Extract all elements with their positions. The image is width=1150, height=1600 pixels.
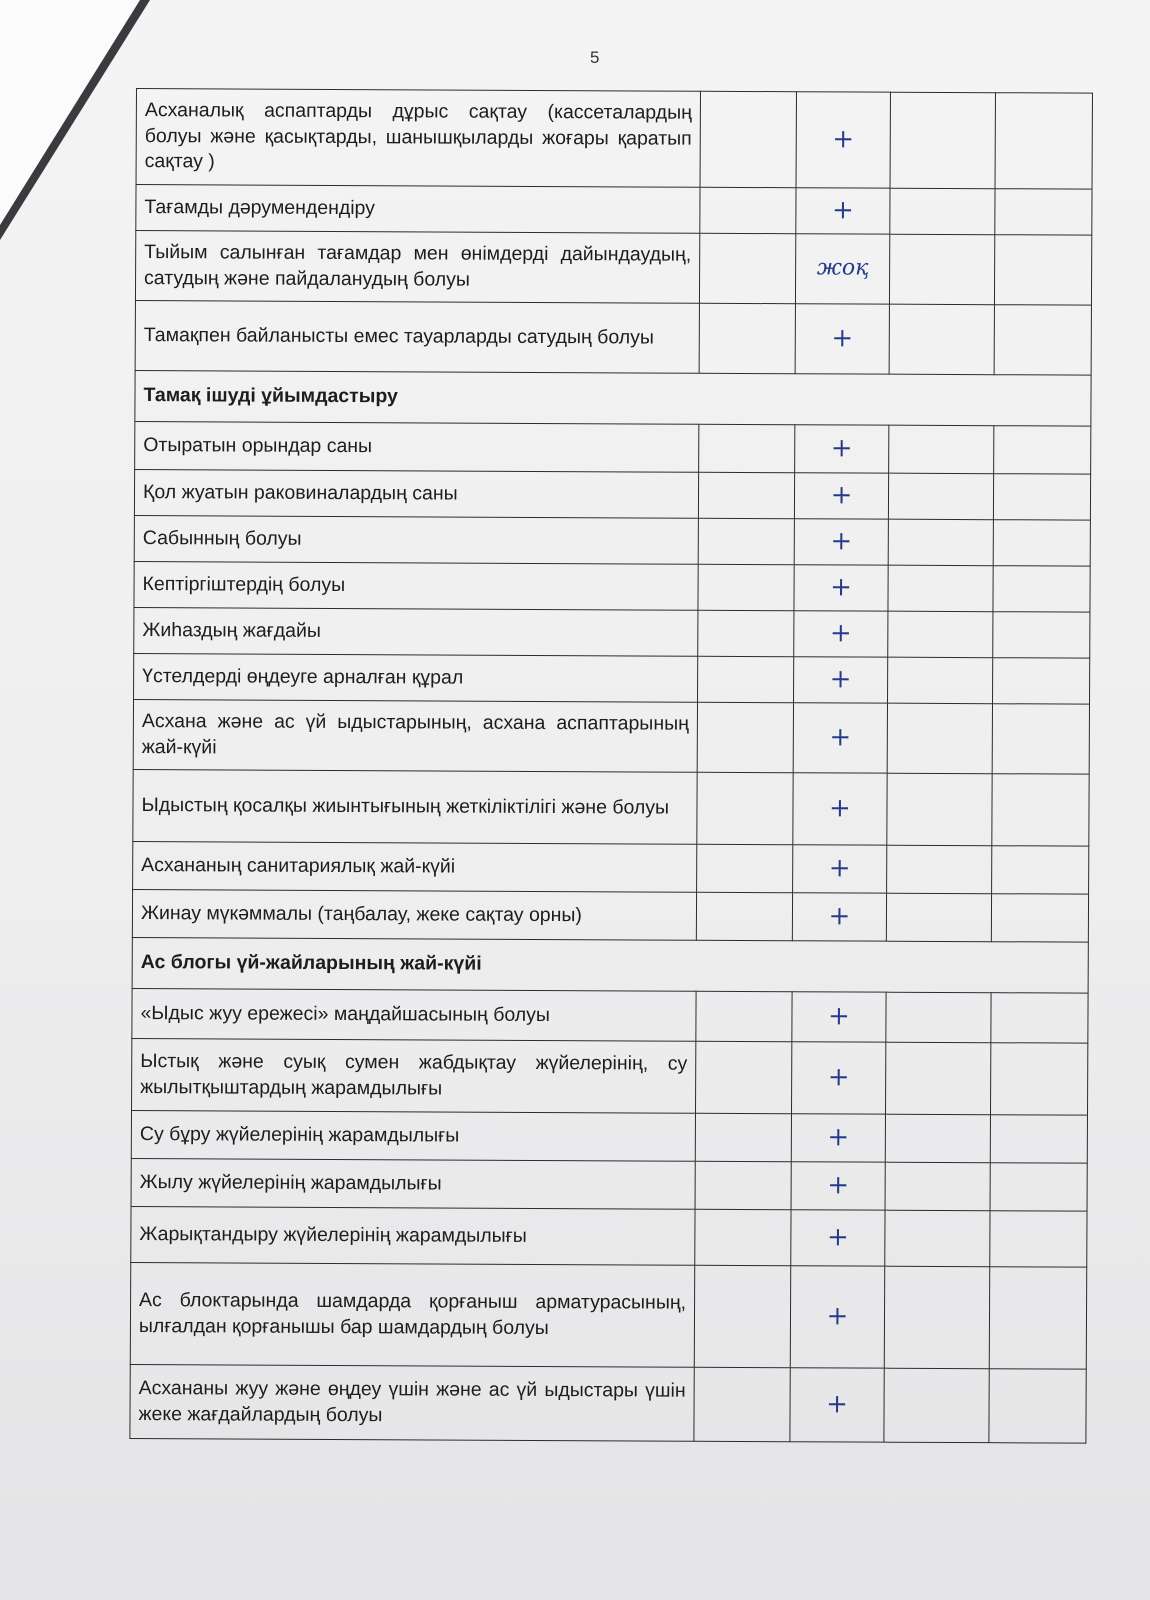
handwritten-mark: + — [794, 565, 888, 611]
checklist-row — [134, 561, 1090, 612]
empty-cell — [884, 1266, 989, 1369]
empty-cell — [992, 704, 1089, 774]
empty-cell — [993, 474, 1090, 520]
folded-previous-page — [0, 0, 140, 225]
empty-cell — [991, 894, 1088, 942]
criterion-text: Жинау мүкәммалы (таңбалау, жеке сақтау орны) — [132, 889, 696, 940]
handwritten-mark: + — [791, 1114, 885, 1162]
checklist-row — [136, 185, 1092, 236]
empty-cell — [694, 1367, 790, 1441]
handwritten-mark: + — [791, 1210, 885, 1266]
empty-cell — [990, 1211, 1087, 1267]
empty-cell — [887, 845, 992, 894]
criterion-text: Тамақпен байланысты емес тауарларды сатудың болуы — [135, 300, 699, 373]
checklist-row — [132, 1038, 1088, 1115]
empty-cell — [995, 93, 1092, 189]
empty-cell — [989, 1369, 1086, 1443]
empty-cell — [694, 1265, 790, 1367]
empty-cell — [993, 612, 1090, 658]
checklist-row — [134, 515, 1090, 566]
criterion-text: Су бұру жүйелерінің жарамдылығы — [131, 1110, 695, 1161]
criterion-text: Асхананы жуу және өңдеу үшін және ас үй ыдыстары үшін жеке жағдайлардың болуы — [130, 1364, 694, 1441]
handwritten-mark: жоқ — [795, 234, 889, 304]
handwritten-mark: + — [794, 473, 888, 519]
checklist-row — [134, 469, 1090, 520]
empty-cell — [888, 519, 993, 566]
empty-cell — [888, 657, 993, 704]
empty-cell — [885, 1210, 990, 1267]
empty-cell — [989, 1267, 1086, 1369]
handwritten-mark: + — [793, 845, 887, 893]
criterion-text: Сабынның болуы — [134, 515, 698, 564]
handwritten-mark: + — [795, 304, 889, 374]
criterion-text: Асхана және ас үй ыдыстарының, асхана аспаптарының жай-күйі — [133, 699, 697, 772]
empty-cell — [994, 426, 1091, 474]
empty-cell — [995, 189, 1092, 235]
handwritten-mark: + — [794, 519, 888, 565]
handwritten-mark: + — [791, 1162, 885, 1210]
empty-cell — [890, 188, 995, 235]
handwritten-mark: + — [796, 188, 890, 234]
empty-cell — [991, 993, 1088, 1043]
empty-cell — [698, 656, 794, 702]
criterion-text: Кептіргіштердің болуы — [134, 561, 698, 610]
criterion-text: Асхананың санитариялық жай-күйі — [133, 841, 697, 892]
empty-cell — [890, 92, 995, 189]
empty-cell — [885, 1114, 990, 1163]
empty-cell — [889, 304, 994, 375]
empty-cell — [990, 1115, 1087, 1163]
empty-cell — [889, 425, 994, 474]
empty-cell — [696, 892, 792, 940]
criterion-text: Асханалық аспаптарды дұрыс сақтау (кассеталардың болуы және қасықтарды, шанышқыларды жоғары қаратып сақтау ) — [136, 89, 700, 188]
criterion-text: Тағамды дәрумендендіру — [136, 185, 700, 234]
criterion-text: Жарықтандыру жүйелерінің жарамдылығы — [131, 1206, 695, 1265]
handwritten-mark: + — [794, 611, 888, 657]
empty-cell — [695, 1161, 791, 1209]
criterion-text: «Ыдыс жуу ережесі» маңдайшасының болуы — [132, 988, 696, 1041]
handwritten-mark: + — [792, 992, 886, 1042]
criterion-text: Ыстық және суық сумен жабдықтау жүйелерінің, су жылытқыштардың жарамдылығы — [132, 1038, 696, 1113]
empty-cell — [993, 658, 1090, 704]
empty-cell — [992, 774, 1089, 846]
empty-cell — [699, 303, 795, 373]
checklist-row — [132, 988, 1088, 1043]
checklist-row — [135, 300, 1091, 375]
empty-cell — [698, 564, 794, 610]
empty-cell — [695, 1113, 791, 1161]
criterion-text: Ас блоктарында шамдарда қорғаныш арматурасының, ылғалдан қорғанышы бар шамдардың болуы — [130, 1262, 694, 1367]
empty-cell — [993, 566, 1090, 612]
checklist-table — [129, 88, 1093, 1444]
section-heading: Ас блогы үй-жайларының жай-күйі — [132, 937, 1088, 993]
empty-cell — [886, 992, 991, 1043]
empty-cell — [889, 234, 994, 305]
empty-cell — [695, 1209, 791, 1265]
empty-cell — [884, 1368, 989, 1443]
checklist-table-wrapper — [129, 88, 1092, 1444]
checklist-row — [135, 421, 1091, 474]
checklist-row — [133, 841, 1089, 894]
empty-cell — [697, 772, 793, 844]
criterion-text: Жылу жүйелерінің жарамдылығы — [131, 1158, 695, 1209]
empty-cell — [887, 773, 992, 846]
empty-cell — [888, 565, 993, 612]
empty-cell — [699, 424, 795, 472]
checklist-rows — [130, 89, 1093, 1444]
empty-cell — [697, 844, 793, 892]
empty-cell — [697, 702, 793, 772]
empty-cell — [990, 1163, 1087, 1211]
checklist-row — [131, 1206, 1087, 1267]
checklist-row — [130, 1364, 1086, 1443]
section-row — [132, 937, 1088, 993]
criterion-text: Қол жуатын раковиналардың саны — [134, 469, 698, 518]
empty-cell — [698, 518, 794, 564]
empty-cell — [699, 233, 795, 303]
checklist-row — [133, 699, 1089, 774]
handwritten-mark: + — [793, 773, 887, 845]
empty-cell — [887, 703, 992, 774]
handwritten-mark: + — [795, 425, 889, 473]
checklist-row — [134, 607, 1090, 658]
checklist-row — [134, 653, 1090, 704]
empty-cell — [698, 472, 794, 518]
handwritten-mark: + — [794, 657, 888, 703]
empty-cell — [885, 1162, 990, 1211]
page-number: 5 — [590, 48, 600, 67]
empty-cell — [994, 305, 1091, 375]
empty-cell — [885, 1042, 990, 1115]
criterion-text: Үстелдерді өңдеуге арналған құрал — [134, 653, 698, 702]
handwritten-mark: + — [793, 703, 887, 773]
checklist-row — [135, 231, 1091, 306]
empty-cell — [698, 610, 794, 656]
criterion-text: Жиһаздың жағдайы — [134, 607, 698, 656]
empty-cell — [886, 893, 991, 942]
empty-cell — [888, 611, 993, 658]
empty-cell — [993, 520, 1090, 566]
checklist-row — [130, 1262, 1086, 1369]
criterion-text: Ыдыстың қосалқы жиынтығының жеткіліктілігі және болуы — [133, 769, 697, 844]
empty-cell — [700, 187, 796, 233]
empty-cell — [990, 1043, 1087, 1115]
empty-cell — [992, 846, 1089, 894]
empty-cell — [888, 473, 993, 520]
empty-cell — [695, 1041, 791, 1113]
criterion-text: Тыйым салынған тағамдар мен өнімдерді дайындаудың, сатудың және пайдаланудың болуы — [135, 231, 699, 304]
handwritten-mark: + — [792, 893, 886, 941]
section-row — [135, 370, 1091, 426]
handwritten-mark: + — [790, 1368, 884, 1442]
checklist-row — [136, 89, 1092, 190]
checklist-row — [133, 769, 1089, 846]
handwritten-mark: + — [790, 1266, 884, 1368]
empty-cell — [696, 991, 792, 1041]
handwritten-mark: + — [796, 92, 890, 188]
handwritten-mark: + — [791, 1042, 885, 1114]
checklist-row — [131, 1158, 1087, 1211]
empty-cell — [994, 235, 1091, 305]
empty-cell — [700, 91, 796, 187]
checklist-row — [132, 889, 1088, 942]
section-heading: Тамақ ішуді ұйымдастыру — [135, 370, 1091, 426]
checklist-row — [131, 1110, 1087, 1163]
criterion-text: Отыратын орындар саны — [135, 421, 699, 472]
